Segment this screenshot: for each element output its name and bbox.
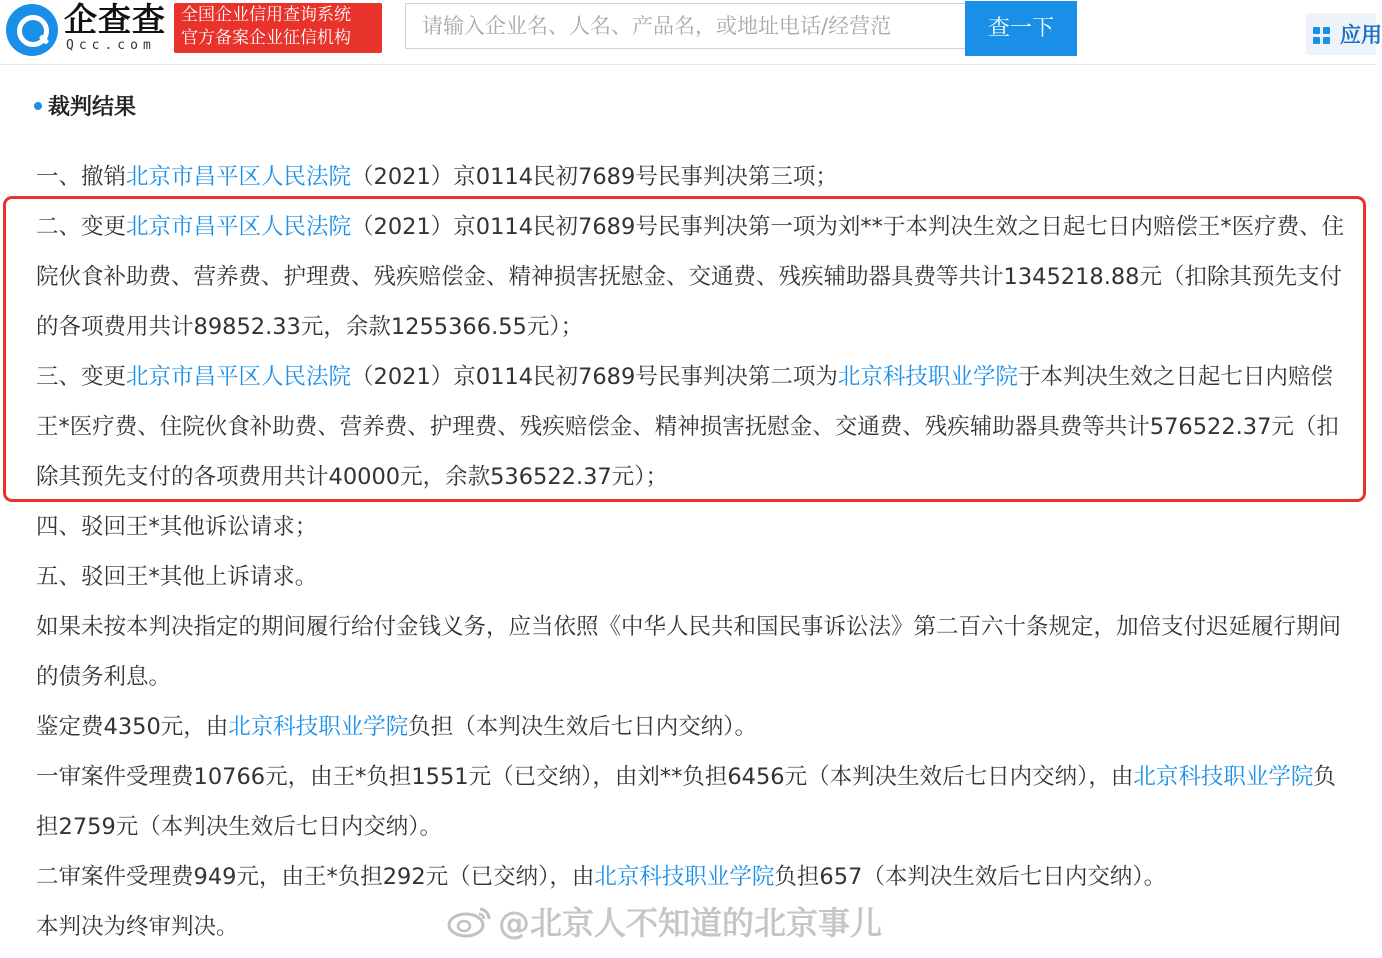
text: （2021）京0114民初7689号民事判决第一项为刘**于本判决生效之日起七日内赔偿王*医疗费、住院伙食补助费、营养费、护理费、残疾赔偿金、精神损害抚慰金、交通费、残疾辅助器具费等共计1345218.88元（扣除其预先支付的各项费用共计89852.33元，余款1255366.55元）； bbox=[36, 214, 1345, 340]
section-title bbox=[34, 90, 136, 121]
weibo-watermark bbox=[446, 898, 882, 948]
judgment-item-2 bbox=[36, 202, 1346, 352]
appraisal-fee bbox=[36, 702, 1346, 752]
company-link[interactable]: 北京科技职业学院 bbox=[837, 364, 1018, 390]
text: 三、变更 bbox=[36, 364, 127, 390]
logo-name[interactable]: 企查查 bbox=[64, 0, 166, 39]
text: 负担（本判决生效后七日内交纳）。 bbox=[408, 714, 758, 740]
judgment-item-5: 五、驳回王*其他上诉请求。 bbox=[36, 564, 318, 590]
text: （2021）京0114民初7689号民事判决第三项； bbox=[351, 164, 838, 190]
text: 鉴定费4350元，由 bbox=[36, 714, 229, 740]
text: 一、撤销 bbox=[36, 164, 127, 190]
text: 负担657（本判决生效后七日内交纳）。 bbox=[774, 864, 1167, 890]
app-button-label: 应用 bbox=[1340, 23, 1382, 47]
court-link[interactable]: 北京市昌平区人民法院 bbox=[126, 364, 352, 390]
bullet-dot-icon bbox=[34, 102, 42, 110]
top-header bbox=[0, 0, 1382, 65]
judgment-item-3 bbox=[36, 352, 1346, 502]
qcc-logo-icon[interactable] bbox=[6, 4, 58, 56]
apps-grid-icon bbox=[1313, 27, 1331, 45]
search-input[interactable] bbox=[405, 3, 965, 49]
judgment-content bbox=[36, 152, 1346, 952]
text: 二审案件受理费949元，由王*负担292元（已交纳），由 bbox=[36, 864, 595, 890]
company-link[interactable]: 北京科技职业学院 bbox=[228, 714, 409, 740]
text: 一审案件受理费10766元，由王*负担1551元（已交纳），由刘**负担6456元（本判决生效后七日内交纳），由 bbox=[36, 764, 1134, 790]
weibo-icon bbox=[446, 904, 494, 938]
text: 负担2759元（本判决生效后七日内交纳）。 bbox=[36, 764, 1336, 840]
company-link[interactable]: 北京科技职业学院 bbox=[594, 864, 775, 890]
judgment-item-4: 四、驳回王*其他诉讼请求； bbox=[36, 514, 318, 540]
second-instance-fee bbox=[36, 852, 1346, 902]
text: 于本判决生效之日起七日内赔偿王*医疗费、住院伙食补助费、营养费、护理费、残疾赔偿金、精神损害抚慰金、交通费、残疾辅助器具费等共计576522.37元（扣除其预先支付的各项费用共计40000元，余款536522.37元）； bbox=[36, 364, 1339, 490]
badge-line-2: 官方备案企业征信机构 bbox=[181, 28, 351, 48]
section-title-text: 裁判结果 bbox=[48, 95, 137, 120]
watermark-text: @北京人不知道的北京事儿 bbox=[498, 904, 883, 942]
text: （2021）京0114民初7689号民事判决第二项为 bbox=[351, 364, 838, 390]
court-link[interactable]: 北京市昌平区人民法院 bbox=[126, 164, 352, 190]
logo-domain: Qcc.com bbox=[66, 38, 156, 53]
app-button[interactable] bbox=[1306, 13, 1382, 55]
judgment-item-1 bbox=[36, 152, 1346, 202]
text: 二、变更 bbox=[36, 214, 127, 240]
judgment-note: 如果未按本判决指定的期间履行给付金钱义务，应当依照《中华人民共和国民事诉讼法》第二百六十条规定，加倍支付迟延履行期间的债务利息。 bbox=[36, 614, 1342, 690]
first-instance-fee bbox=[36, 752, 1346, 852]
company-link[interactable]: 北京科技职业学院 bbox=[1133, 764, 1314, 790]
certification-badge bbox=[174, 3, 382, 53]
court-link[interactable]: 北京市昌平区人民法院 bbox=[126, 214, 352, 240]
badge-line-1: 全国企业信用查询系统 bbox=[181, 5, 351, 25]
final-judgment: 本判决为终审判决。 bbox=[36, 914, 239, 940]
search-button[interactable]: 查一下 bbox=[965, 1, 1077, 56]
